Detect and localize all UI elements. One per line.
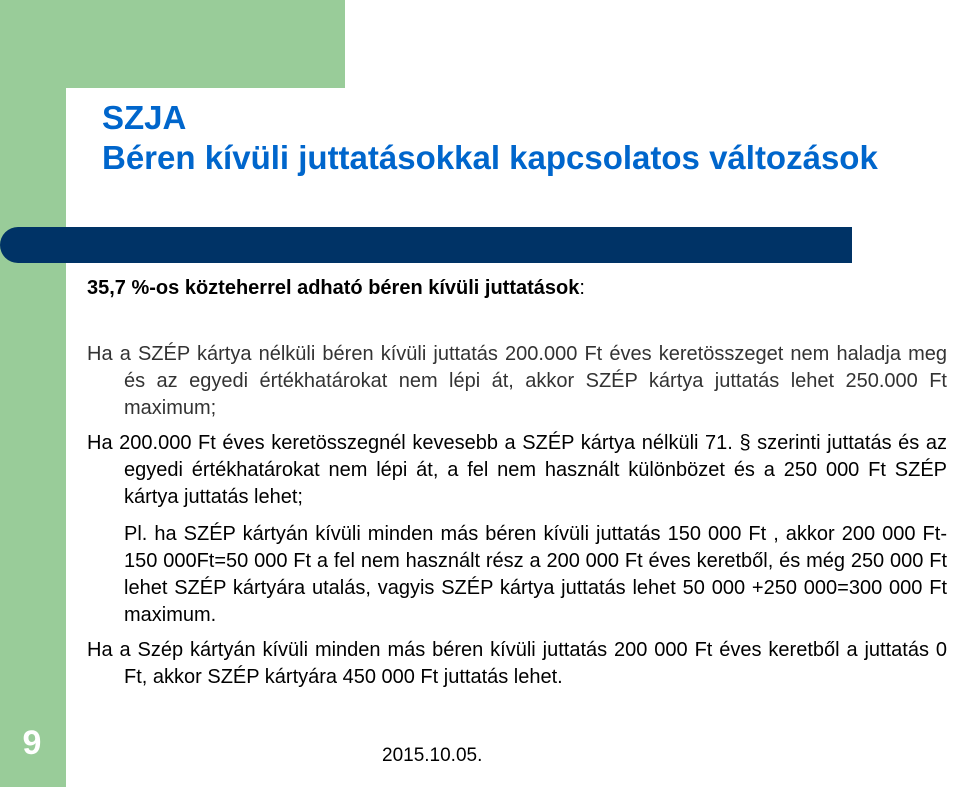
page-number: 9 <box>22 724 42 762</box>
paragraph-2: Ha 200.000 Ft éves keretösszegnél kevesebb a SZÉP kártya nélküli 71. § szerinti juttatás és az egyedi értékhatárokat nem lépi át, a fel nem használt különbözet és a 250 000 Ft SZÉP kártya juttatás lehet; <box>87 432 947 508</box>
section-subheading <box>87 277 585 300</box>
top-green-band <box>0 0 345 88</box>
footer-date: 2015.10.05. <box>382 745 483 766</box>
navy-divider-bar <box>0 227 852 263</box>
slide-title <box>102 98 878 178</box>
subheading-colon: : <box>579 277 585 299</box>
paragraph-1: Ha a SZÉP kártya nélküli béren kívüli juttatás 200.000 Ft éves keretösszeget nem haladja meg és az egyedi értékhatárokat nem lépi át, akkor SZÉP kártya juttatás lehet 250.000 Ft maximum; <box>87 343 947 419</box>
title-line-1: SZJA <box>102 99 187 136</box>
subheading-text: 35,7 %-os közteherrel adható béren kívüli juttatások <box>87 277 580 299</box>
title-line-2: Béren kívüli juttatásokkal kapcsolatos változások <box>102 139 878 176</box>
paragraph-example: Pl. ha SZÉP kártyán kívüli minden más béren kívüli juttatás 150 000 Ft , akkor 200 000 Ft-150 000Ft=50 000 Ft a fel nem használt rész a 200 000 Ft éves keretből, és még 250 000 Ft lehet SZÉP kártyára utalás, vagyis SZÉP kártya juttatás lehet 50 000 +250 000=300 000 Ft maximum. <box>124 523 947 626</box>
left-green-band <box>0 0 66 787</box>
body-text <box>87 341 947 691</box>
paragraph-4: Ha a Szép kártyán kívüli minden más béren kívüli juttatás 200 000 Ft éves keretből a juttatás 0 Ft, akkor SZÉP kártyára 450 000 Ft juttatás lehet. <box>87 639 947 688</box>
